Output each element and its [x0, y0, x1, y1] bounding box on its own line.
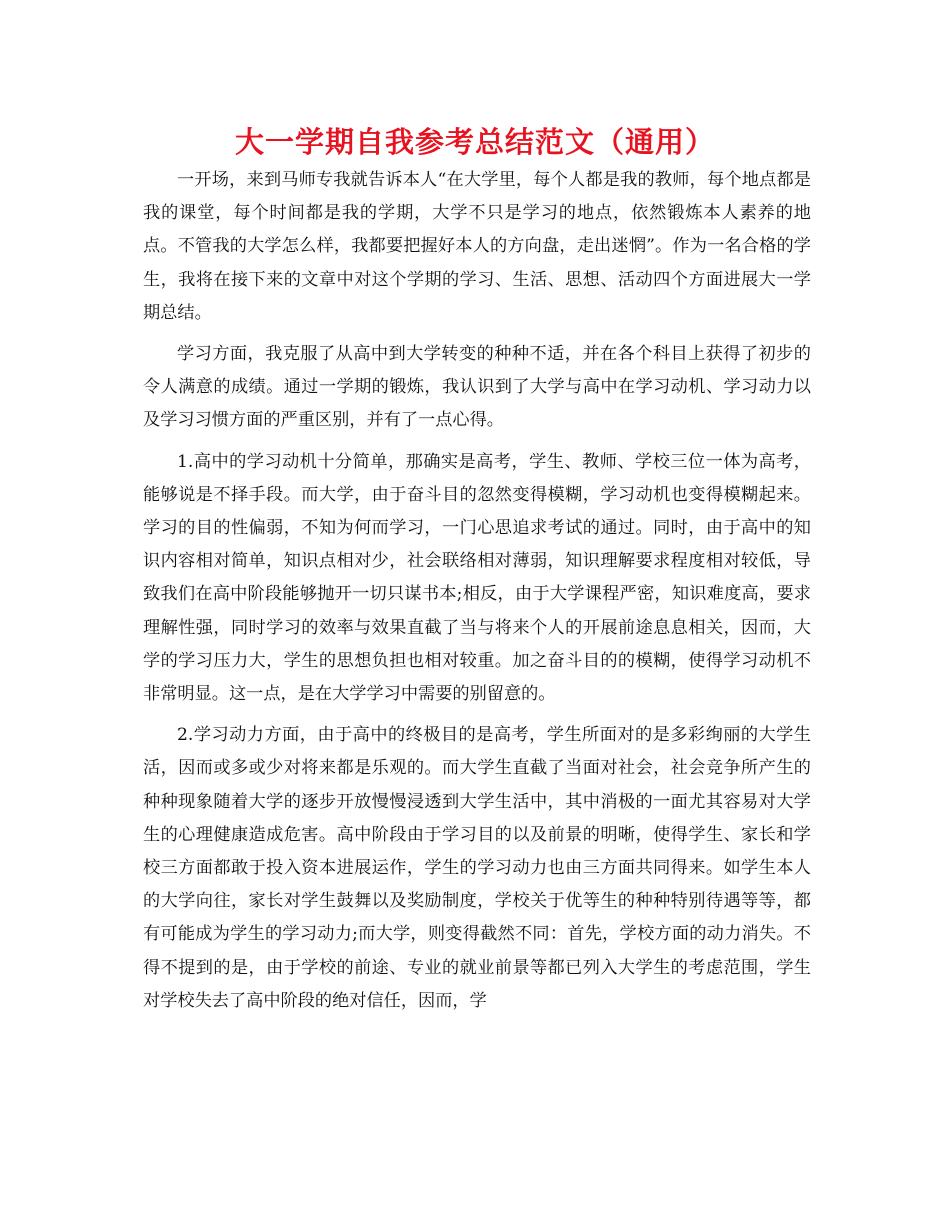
paragraph-study: 学习方面，我克服了从高中到大学转变的种种不适，并在各个科目上获得了初步的令人满意的成绩。通过一学期的锻炼，我认识到了大学与高中在学习动机、学习动力以及学习习惯方面的严重区别，并有了一点心得。	[143, 344, 811, 431]
paragraph-motivation: 1.高中的学习动机十分简单，那确实是高考，学生、教师、学校三位一体为高考，能够说是不择手段。而大学，由于奋斗目的忽然变得模糊，学习动机也变得模糊起来。学习的目的性偏弱，不知为何而学习，一门心思追求考试的通过。同时，由于高中的知识内容相对简单，知识点相对少，社会联络相对薄弱，知识理解要求程度相对较低，导致我们在高中阶段能够抛开一切只谋书本;相反，由于大学课程严密，知识难度高，要求理解性强，同时学习的效率与效果直截了当与将来个人的开展前途息息相关，因而，大学的学习压力大，学生的思想负担也相对较重。加之奋斗目的的模糊，使得学习动机不非常明显。这一点，是在大学学习中需要的别留意的。	[143, 451, 811, 705]
page-title: 大一学期自我参考总结范文（通用）	[234, 125, 715, 159]
paragraph-drive: 2.学习动力方面，由于高中的终极目的是高考，学生所面对的是多彩绚丽的大学生活，因而或多或少对将来都是乐观的。而大学生直截了当面对社会，社会竞争所产生的种种现象随着大学的逐步开放慢慢浸透到大学生活中，其中消极的一面尤其容易对大学生的心理健康造成危害。高中阶段由于学习目的以及前景的明晰，使得学生、家长和学校三方面都敢于投入资本进展运作，学生的学习动力也由三方面共同得来。如学生本人的大学向往，家长对学生鼓舞以及奖励制度，学校关于优等生的种种特别待遇等等，都有可能成为学生的学习动力;而大学，则变得截然不同：首先，学校方面的动力消失。不得不提到的是，由于学校的前途、专业的就业前景等都已列入大学生的考虑范围，学生对学校失去了高中阶段的绝对信任，因而，学	[143, 725, 811, 1011]
paragraph-intro: 一开场，来到马师专我就告诉本人“在大学里，每个人都是我的教师，每个地点都是我的课堂，每个时间都是我的学期，大学不只是学习的地点，依然锻炼本人素养的地点。不管我的大学怎么样，我都要把握好本人的方向盘，走出迷惘”。作为一名合格的学生，我将在接下来的文章中对这个学期的学习、生活、思想、活动四个方面进展大一学期总结。	[143, 170, 811, 323]
document-body	[143, 164, 811, 1026]
